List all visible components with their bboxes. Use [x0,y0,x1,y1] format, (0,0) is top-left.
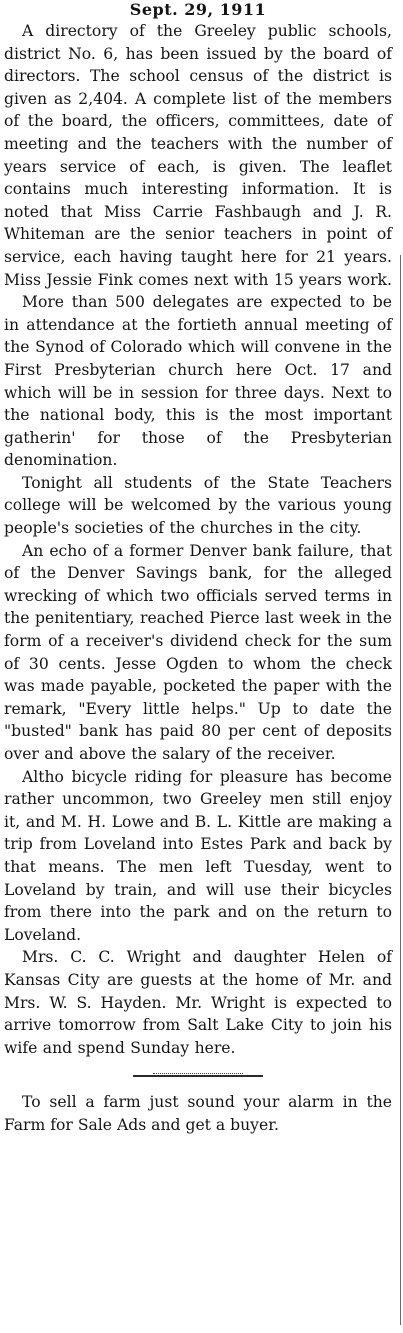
section-divider [133,1075,263,1077]
paragraph-students-welcome: Tonight all students of the State Teachers college will be welcomed by the various young people's societies of the churches in the city. [4,473,392,538]
dateline: Sept. 29, 1911 [129,0,267,19]
paragraph-wright-visit: Mrs. C. C. Wright and daughter Helen of Kansas City are guests at the home of Mr. and Mrs. W. S. Hayden. Mr. Wright is expected to arrive tomorrow from Salt Lake City to join his wife and spend Sunday here. [4,948,392,1057]
paragraph-bank-failure: An echo of a former Denver bank failure, that of the Denver Savings bank, for the alleged wrecking of which two officials served terms in the penitentiary, reached Pierce last week in the form of a receiver's dividend check for the sum of 30 cents. Jesse Ogden to whom the check was made payable, pocketed the paper with the remark, "Every little helps." Up to date the "busted" bank has paid 80 per cent of deposits over and above the salary of the receiver. [4,541,392,763]
paragraph-bicycle-trip: Altho bicycle riding for pleasure has become rather uncommon, two Greeley men still enjoy it, and M. H. Lowe and B. L. Kittle are making a trip from Loveland into Estes Park and back by that means. The men left Tuesday, went to Loveland by train, and will use their bicycles from there into the park and on the return to Loveland. [4,767,392,944]
farm-sale-ad-note: To sell a farm just sound your alarm in the Farm for Sale Ads and get a buyer. [4,1093,392,1134]
column-rule [400,255,401,1325]
paragraph-synod-meeting: More than 500 delegates are expected to be in attendance at the fortieth annual meeting of the Synod of Colorado which will convene in the First Presbyterian church here Oct. 17 and which will be in session for three days. Next to the national body, this is the most important gatherin' for those of the Presbyterian denomination. [4,293,392,470]
paragraph-school-directory: A directory of the Greeley public schools, district No. 6, has been issued by the board of directors. The school census of the district is given as 2,404. A complete list of the members of the board, the officers, committees, date of meeting and the teachers with the number of years service of each, is given. The leaflet contains much interesting information. It is noted that Miss Carrie Fashbaugh and J. R. Whiteman are the senior teachers in point of service, each having taught here for 21 years. Miss Jessie Fink comes next with 15 years work. [4,22,392,289]
